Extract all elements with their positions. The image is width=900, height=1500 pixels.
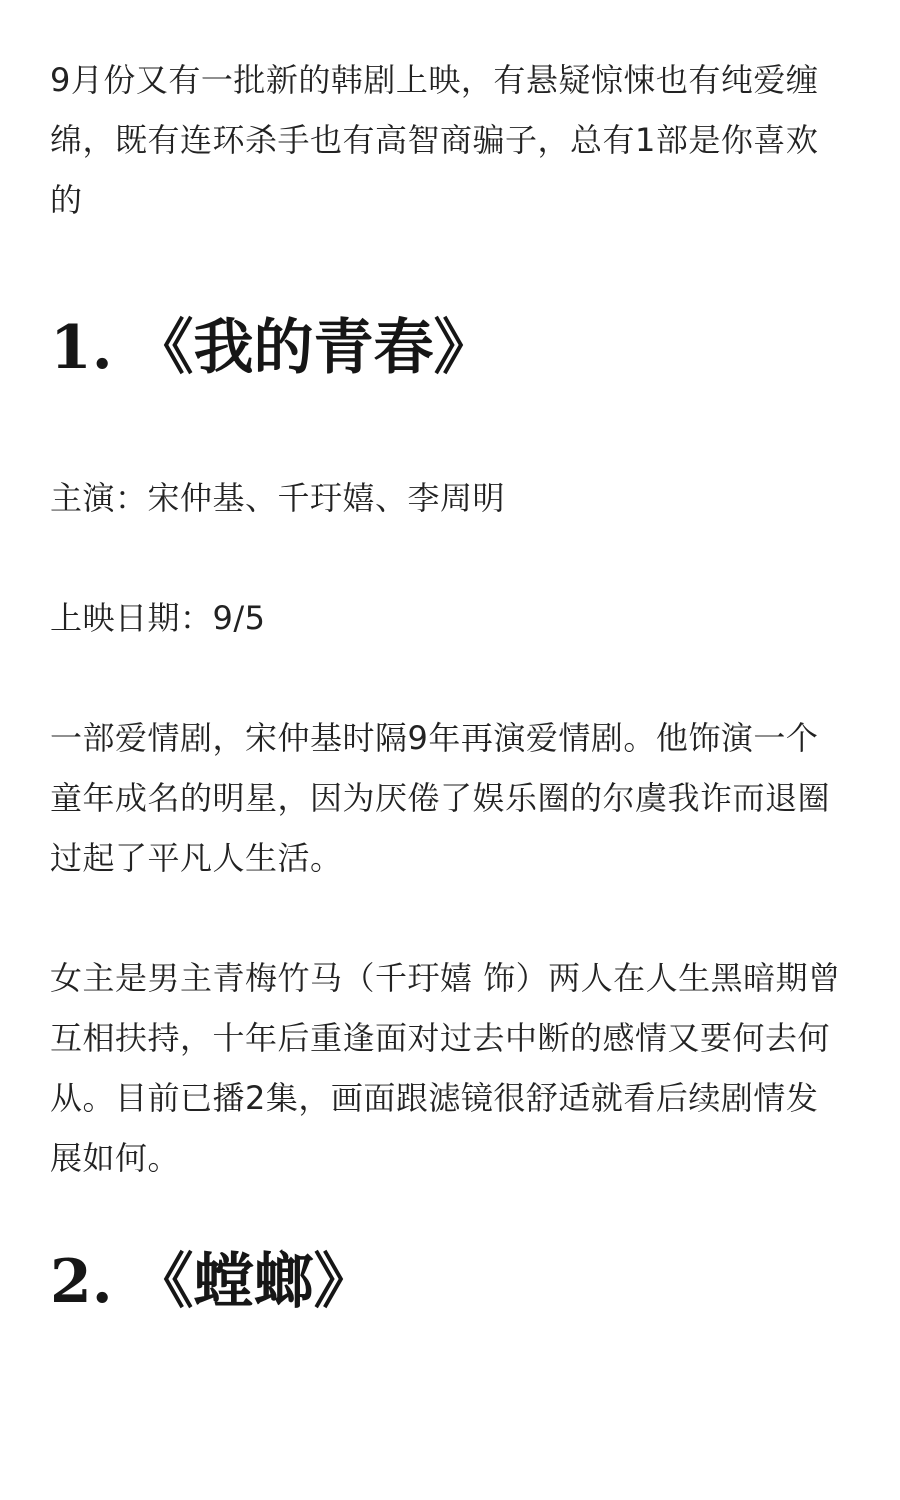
section-1-release-date: 上映日期：9/5 [50,599,266,637]
section-1-summary: 一部爱情剧，宋仲基时隔9年再演爱情剧。他饰演一个童年成名的明星，因为厌倦了娱乐圈的尔虞我诈而退圈过起了平凡人生活。 [50,719,831,877]
section-1-title: 1. 《我的青春》 [50,313,494,383]
section-1-cast: 主演：宋仲基、千玗嬉、李周明 [50,479,506,517]
section-1-detail: 女主是男主青梅竹马（千玗嬉 饰）两人在人生黑暗期曾互相扶持，十年后重逢面对过去中断的感情又要何去何从。目前已播2集，画面跟滤镜很舒适就看后续剧情发展如何。 [50,959,841,1177]
intro-paragraph: 9月份又有一批新的韩剧上映，有悬疑惊悚也有纯爱缠绵，既有连环杀手也有高智商骗子，总有1部是你喜欢的 [50,61,819,219]
article [50,50,850,1324]
section-2-title: 2. 《螳螂》 [50,1247,374,1317]
